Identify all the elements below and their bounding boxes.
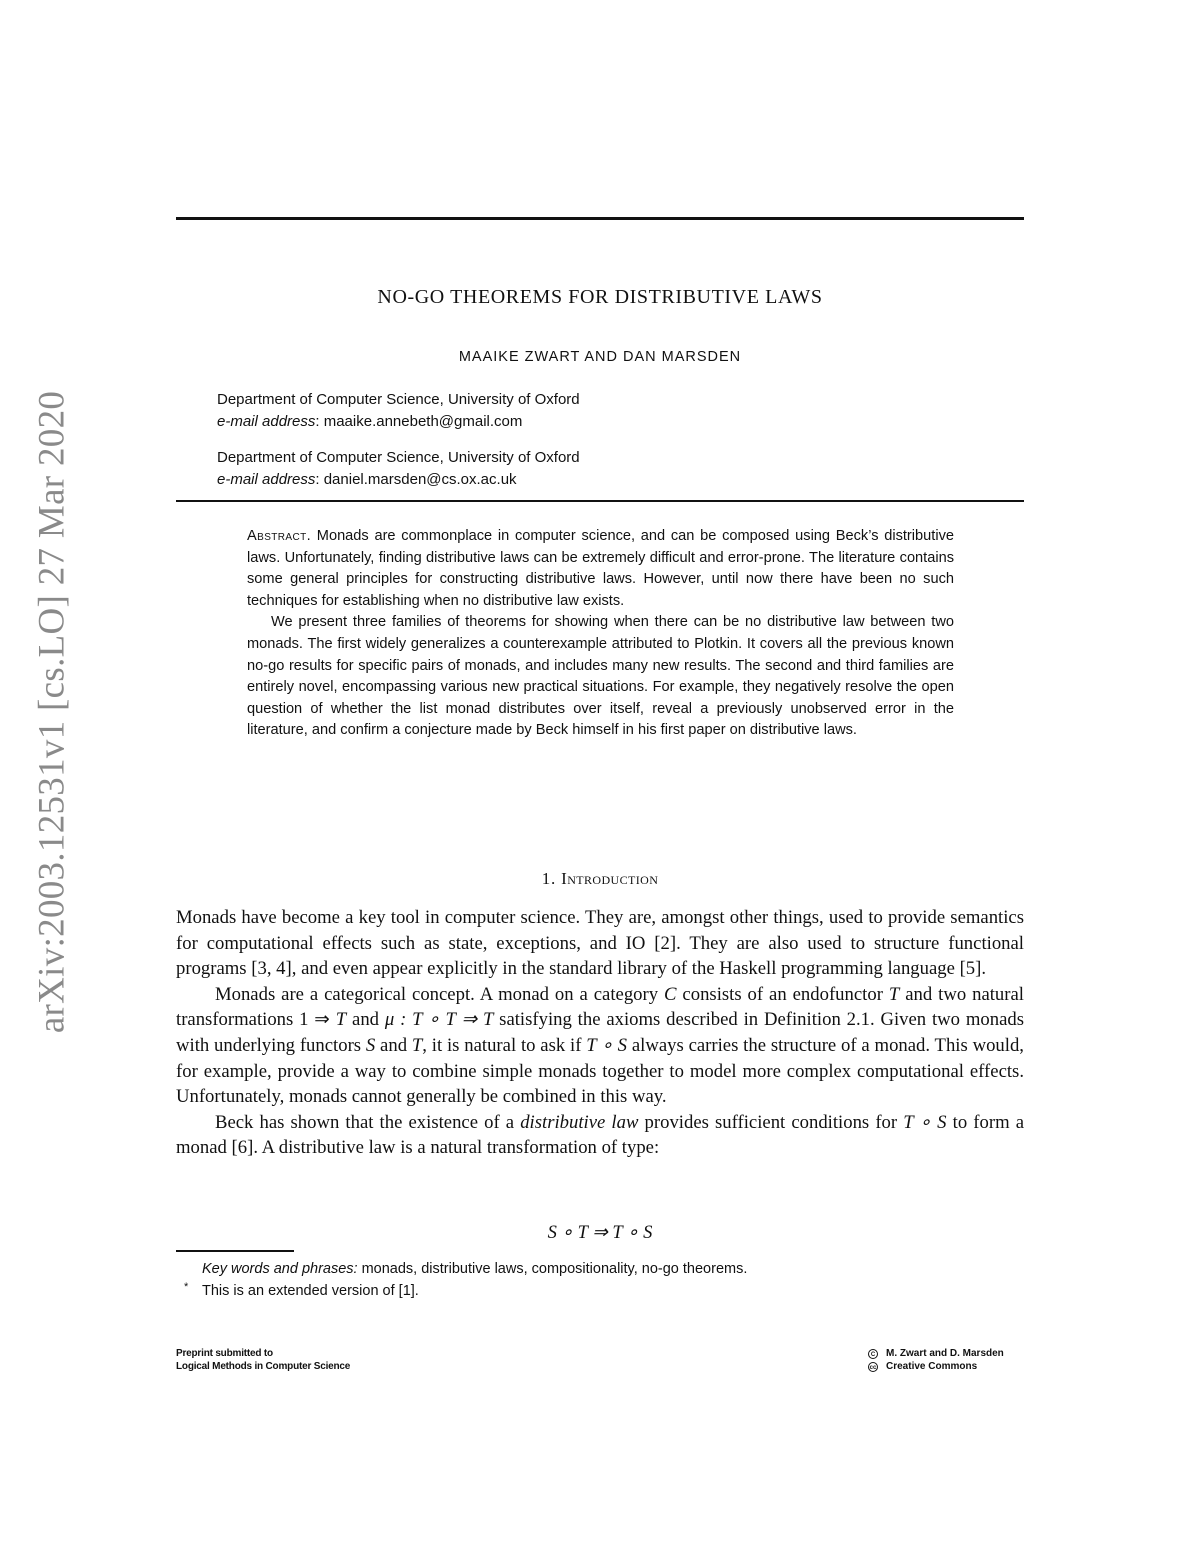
abstract-label: Abstract.	[247, 528, 312, 544]
abstract	[247, 526, 954, 742]
header-rule	[176, 217, 1024, 220]
arxiv-identifier: arXiv:2003.12531v1 [cs.LO] 27 Mar 2020	[31, 390, 73, 1034]
affiliation-2: Department of Computer Science, University of Oxford e-mail address: daniel.marsden@cs.ox.ac.uk	[217, 449, 580, 488]
section-heading	[176, 869, 1024, 889]
creative-commons-icon: cc	[868, 1362, 878, 1372]
affiliation-dept: Department of Computer Science, University of Oxford	[217, 391, 580, 408]
email-label: e-mail address	[217, 471, 316, 488]
email-label: e-mail address	[217, 413, 316, 430]
paper-title: NO-GO THEOREMS FOR DISTRIBUTIVE LAWS	[377, 286, 823, 308]
copyright-icon: C	[868, 1349, 878, 1359]
footnote-rule	[176, 1250, 294, 1252]
footnote-mark: *	[184, 1281, 189, 1293]
keywords: monads, distributive laws, compositionality, no-go theorems.	[361, 1261, 748, 1277]
affiliation-1: Department of Computer Science, University of Oxford e-mail address: maaike.annebeth@gmail.com	[217, 391, 580, 430]
affiliation-dept: Department of Computer Science, University of Oxford	[217, 449, 580, 466]
paper-authors: MAAIKE ZWART AND DAN MARSDEN	[458, 349, 742, 365]
intro-paragraph-3: Beck has shown that the existence of a distributive law provides sufficient conditions for T ∘ S to form a monad [6]. A distributive law is a natural transformation of type:	[176, 1111, 1025, 1159]
intro-paragraph-1: Monads have become a key tool in computer science. They are, amongst other things, used to provide semantics for computational effects such as state, exceptions, and IO [2]. They are also used to structure functional programs [3, 4], and even appear explicitly in the standard library of the Haskell programming language [5].	[176, 907, 1024, 980]
license-footer: C M. Zwart and D. Marsden cc Creative Commons	[869, 1348, 1004, 1372]
keywords-label: Key words and phrases:	[202, 1261, 358, 1277]
abstract-paragraph-2: We present three families of theorems for showing when there can be no distributive law between two monads. The first widely generalizes a counterexample attributed to Plotkin. It covers all the previous known no-go results for specific pairs of monads, and includes many new results. The second and third families are entirely novel, encompassing various new practical situations. For example, they negatively resolve the open question of whether the list monad distributes over itself, reveal a previously unobserved error in the literature, and confirm a conjecture made by Beck himself in his first paper on distributive laws.	[247, 614, 954, 739]
abstract-rule	[176, 500, 1024, 502]
email-address: maaike.annebeth@gmail.com	[323, 413, 523, 430]
email-address: daniel.marsden@cs.ox.ac.uk	[323, 471, 517, 488]
intro-paragraph-2: Monads are a categorical concept. A monad on a category C consists of an endofunctor T and two natural transformations 1 ⇒ T and μ : T ∘ T ⇒ T satisfying the axioms described in Definition 2.1. Given two monads with underlying functors S and T, it is natural to ask if T ∘ S always carries the structure of a monad. This would, for example, provide a way to combine simple monads together to model more complex computational effects. Unfortunately, monads cannot generally be combined in this way.	[176, 983, 1024, 1108]
section-title: Introduction	[561, 869, 659, 888]
section-number: 1.	[541, 869, 557, 888]
introduction-body	[176, 905, 1024, 1161]
display-formula: S ∘ T ⇒ T ∘ S	[547, 1223, 653, 1243]
footnotes	[176, 1258, 1024, 1302]
keywords-footnote	[176, 1258, 1024, 1280]
abstract-paragraph-1: Abstract. Monads are commonplace in computer science, and can be composed using Beck’s distributive laws. Unfortunately, finding distributive laws can be extremely difficult and error-prone. The literature contains some general principles for constructing distributive laws. However, until now there have been no such techniques for establishing when no distributive law exists.	[247, 528, 954, 609]
extended-version-footnote: * This is an extended version of [1].	[176, 1280, 1024, 1302]
journal-footer: Preprint submitted to Logical Methods in Computer Science	[176, 1348, 351, 1372]
